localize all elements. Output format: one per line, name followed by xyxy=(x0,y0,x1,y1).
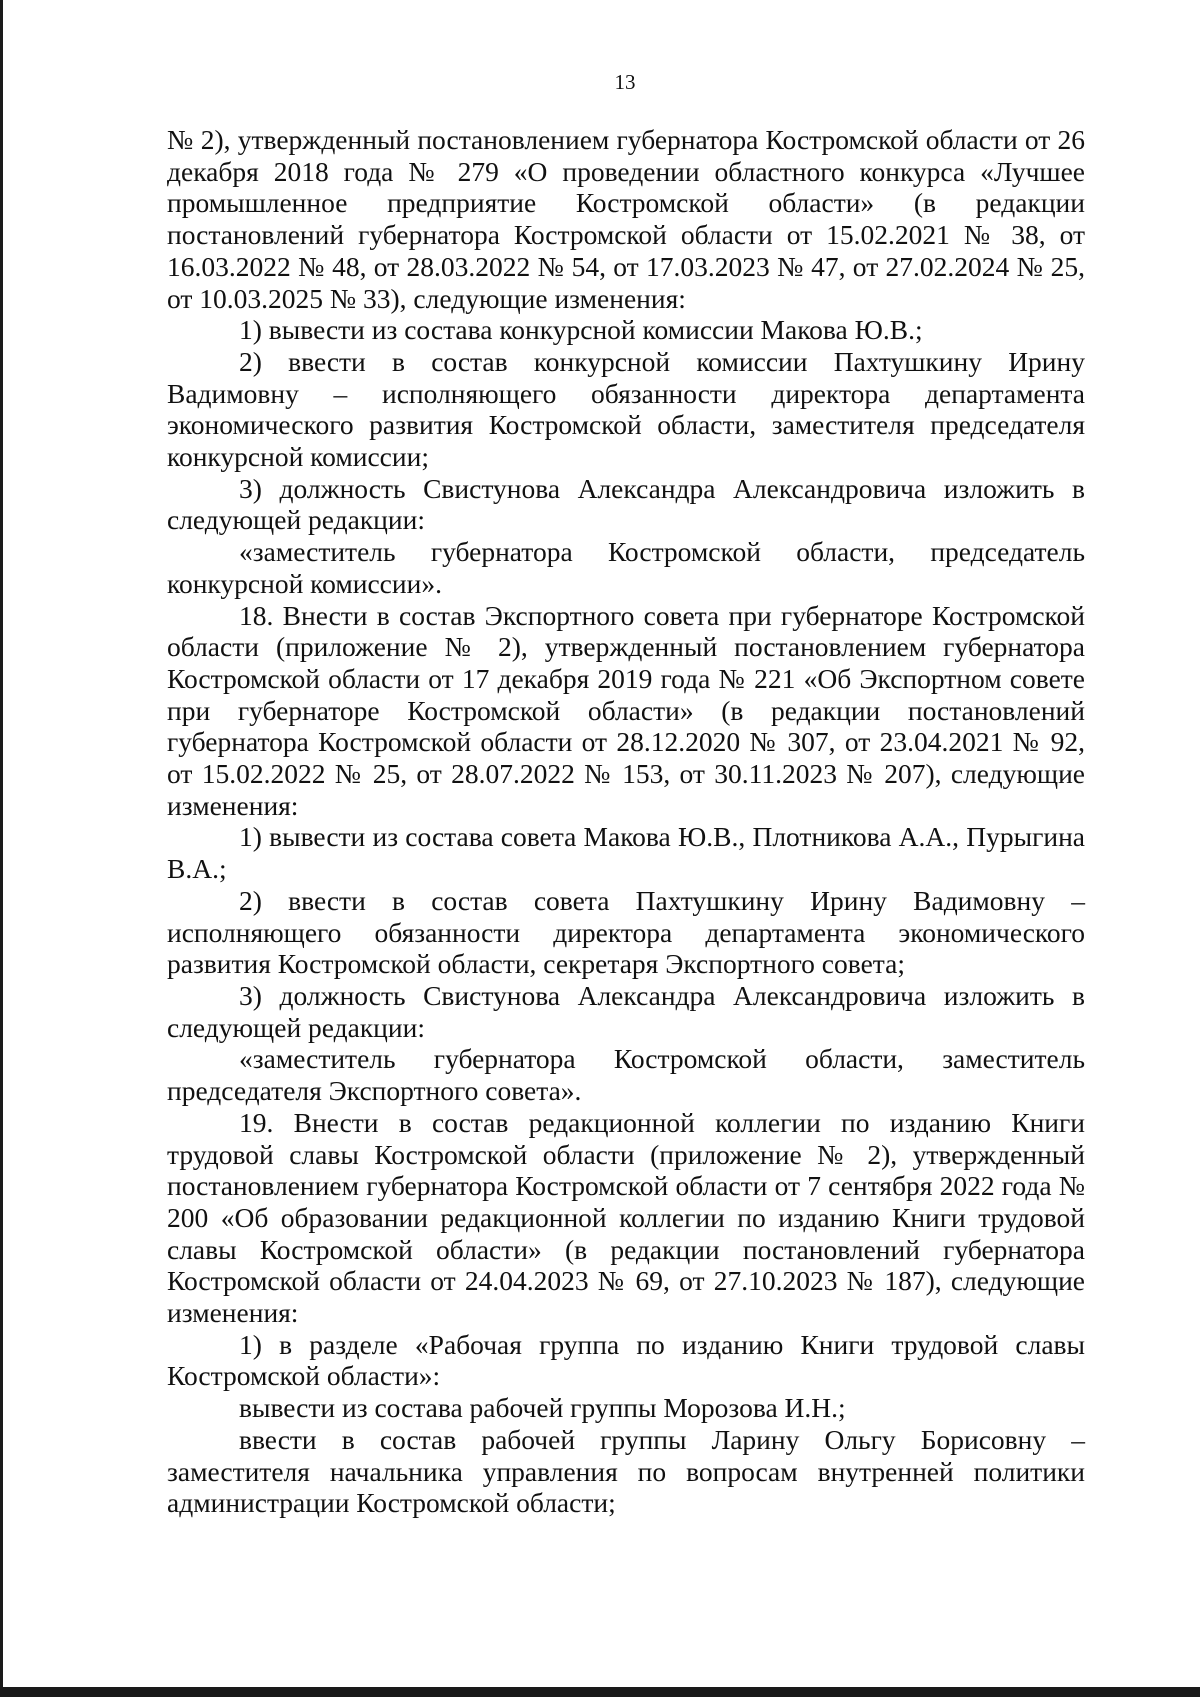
paragraph-item-19-1-add: ввести в состав рабочей группы Ларину Ольгу Борисовну – заместителя начальника управления по вопросам внутренней политики администрации Костромской области; xyxy=(167,1423,1085,1519)
scan-edge-bottom xyxy=(0,1687,1200,1697)
document-body xyxy=(167,124,1085,1519)
paragraph-item-17-1: 1) вывести из состава конкурсной комиссии Макова Ю.В.; xyxy=(239,314,923,346)
page-number: 13 xyxy=(614,70,636,94)
paragraph-item-18-3-quote: «заместитель губернатора Костромской области, заместитель председателя Экспортного совета». xyxy=(167,1043,1085,1107)
paragraph-item-19-1-remove: вывести из состава рабочей группы Морозова И.Н.; xyxy=(239,1392,846,1424)
paragraph-continuation: № 2), утвержденный постановлением губернатора Костромской области от 26 декабря 2018 года № 279 «О проведении областного конкурса «Лучшее промышленное предприятие Костромской области» (в редакции постановлений губернатора Костромской области от 15.02.2021 № 38, от 16.03.2022 № 48, от 28.03.2022 № 54, от 17.03.2023 № 47, от 27.02.2024 № 25, от 10.03.2025 № 33), следующие изменения: xyxy=(167,124,1085,314)
paragraph-section-18: 18. Внести в состав Экспортного совета при губернаторе Костромской области (приложение № 2), утвержденный постановлением губернатора Костромской области от 17 декабря 2019 года № 221 «Об Экспортном совете при губернаторе Костромской области» (в редакции постановлений губернатора Костромской области от 28.12.2020 № 307, от 23.04.2021 № 92, от 15.02.2022 № 25, от 28.07.2022 № 153, от 30.11.2023 № 207), следующие изменения: xyxy=(167,599,1085,821)
paragraph-item-17-3: 3) должность Свистунова Александра Александровича изложить в следующей редакции: xyxy=(167,472,1085,536)
paragraph-item-17-3-quote: «заместитель губернатора Костромской области, председатель конкурсной комиссии». xyxy=(167,536,1085,599)
paragraph-section-19: 19. Внести в состав редакционной коллегии по изданию Книги трудовой славы Костромской области (приложение № 2), утвержденный постановлением губернатора Костромской области от 7 сентября 2022 года № 200 «Об образовании редакционной коллегии по изданию Книги трудовой славы Костромской области» (в редакции постановлений губернатора Костромской области от 24.04.2023 № 69, от 27.10.2023 № 187), следующие изменения: xyxy=(167,1106,1085,1329)
paragraph-item-19-1: 1) в разделе «Рабочая группа по изданию Книги трудовой славы Костромской области»: xyxy=(167,1328,1085,1392)
paragraph-item-17-2: 2) ввести в состав конкурсной комиссии Пахтушкину Ирину Вадимовну – исполняющего обязанности директора департамента экономического развития Костромской области, заместителя председателя конкурсной комиссии; xyxy=(167,345,1085,473)
scan-edge-left xyxy=(0,0,3,1697)
paragraph-item-18-3: 3) должность Свистунова Александра Александровича изложить в следующей редакции: xyxy=(167,979,1085,1043)
paragraph-item-18-1: 1) вывести из состава совета Макова Ю.В., Плотникова А.А., Пурыгина В.А.; xyxy=(167,821,1085,885)
paragraph-item-18-2: 2) ввести в состав совета Пахтушкину Ирину Вадимовну – исполняющего обязанности директора департамента экономического развития Костромской области, секретаря Экспортного совета; xyxy=(167,884,1085,980)
